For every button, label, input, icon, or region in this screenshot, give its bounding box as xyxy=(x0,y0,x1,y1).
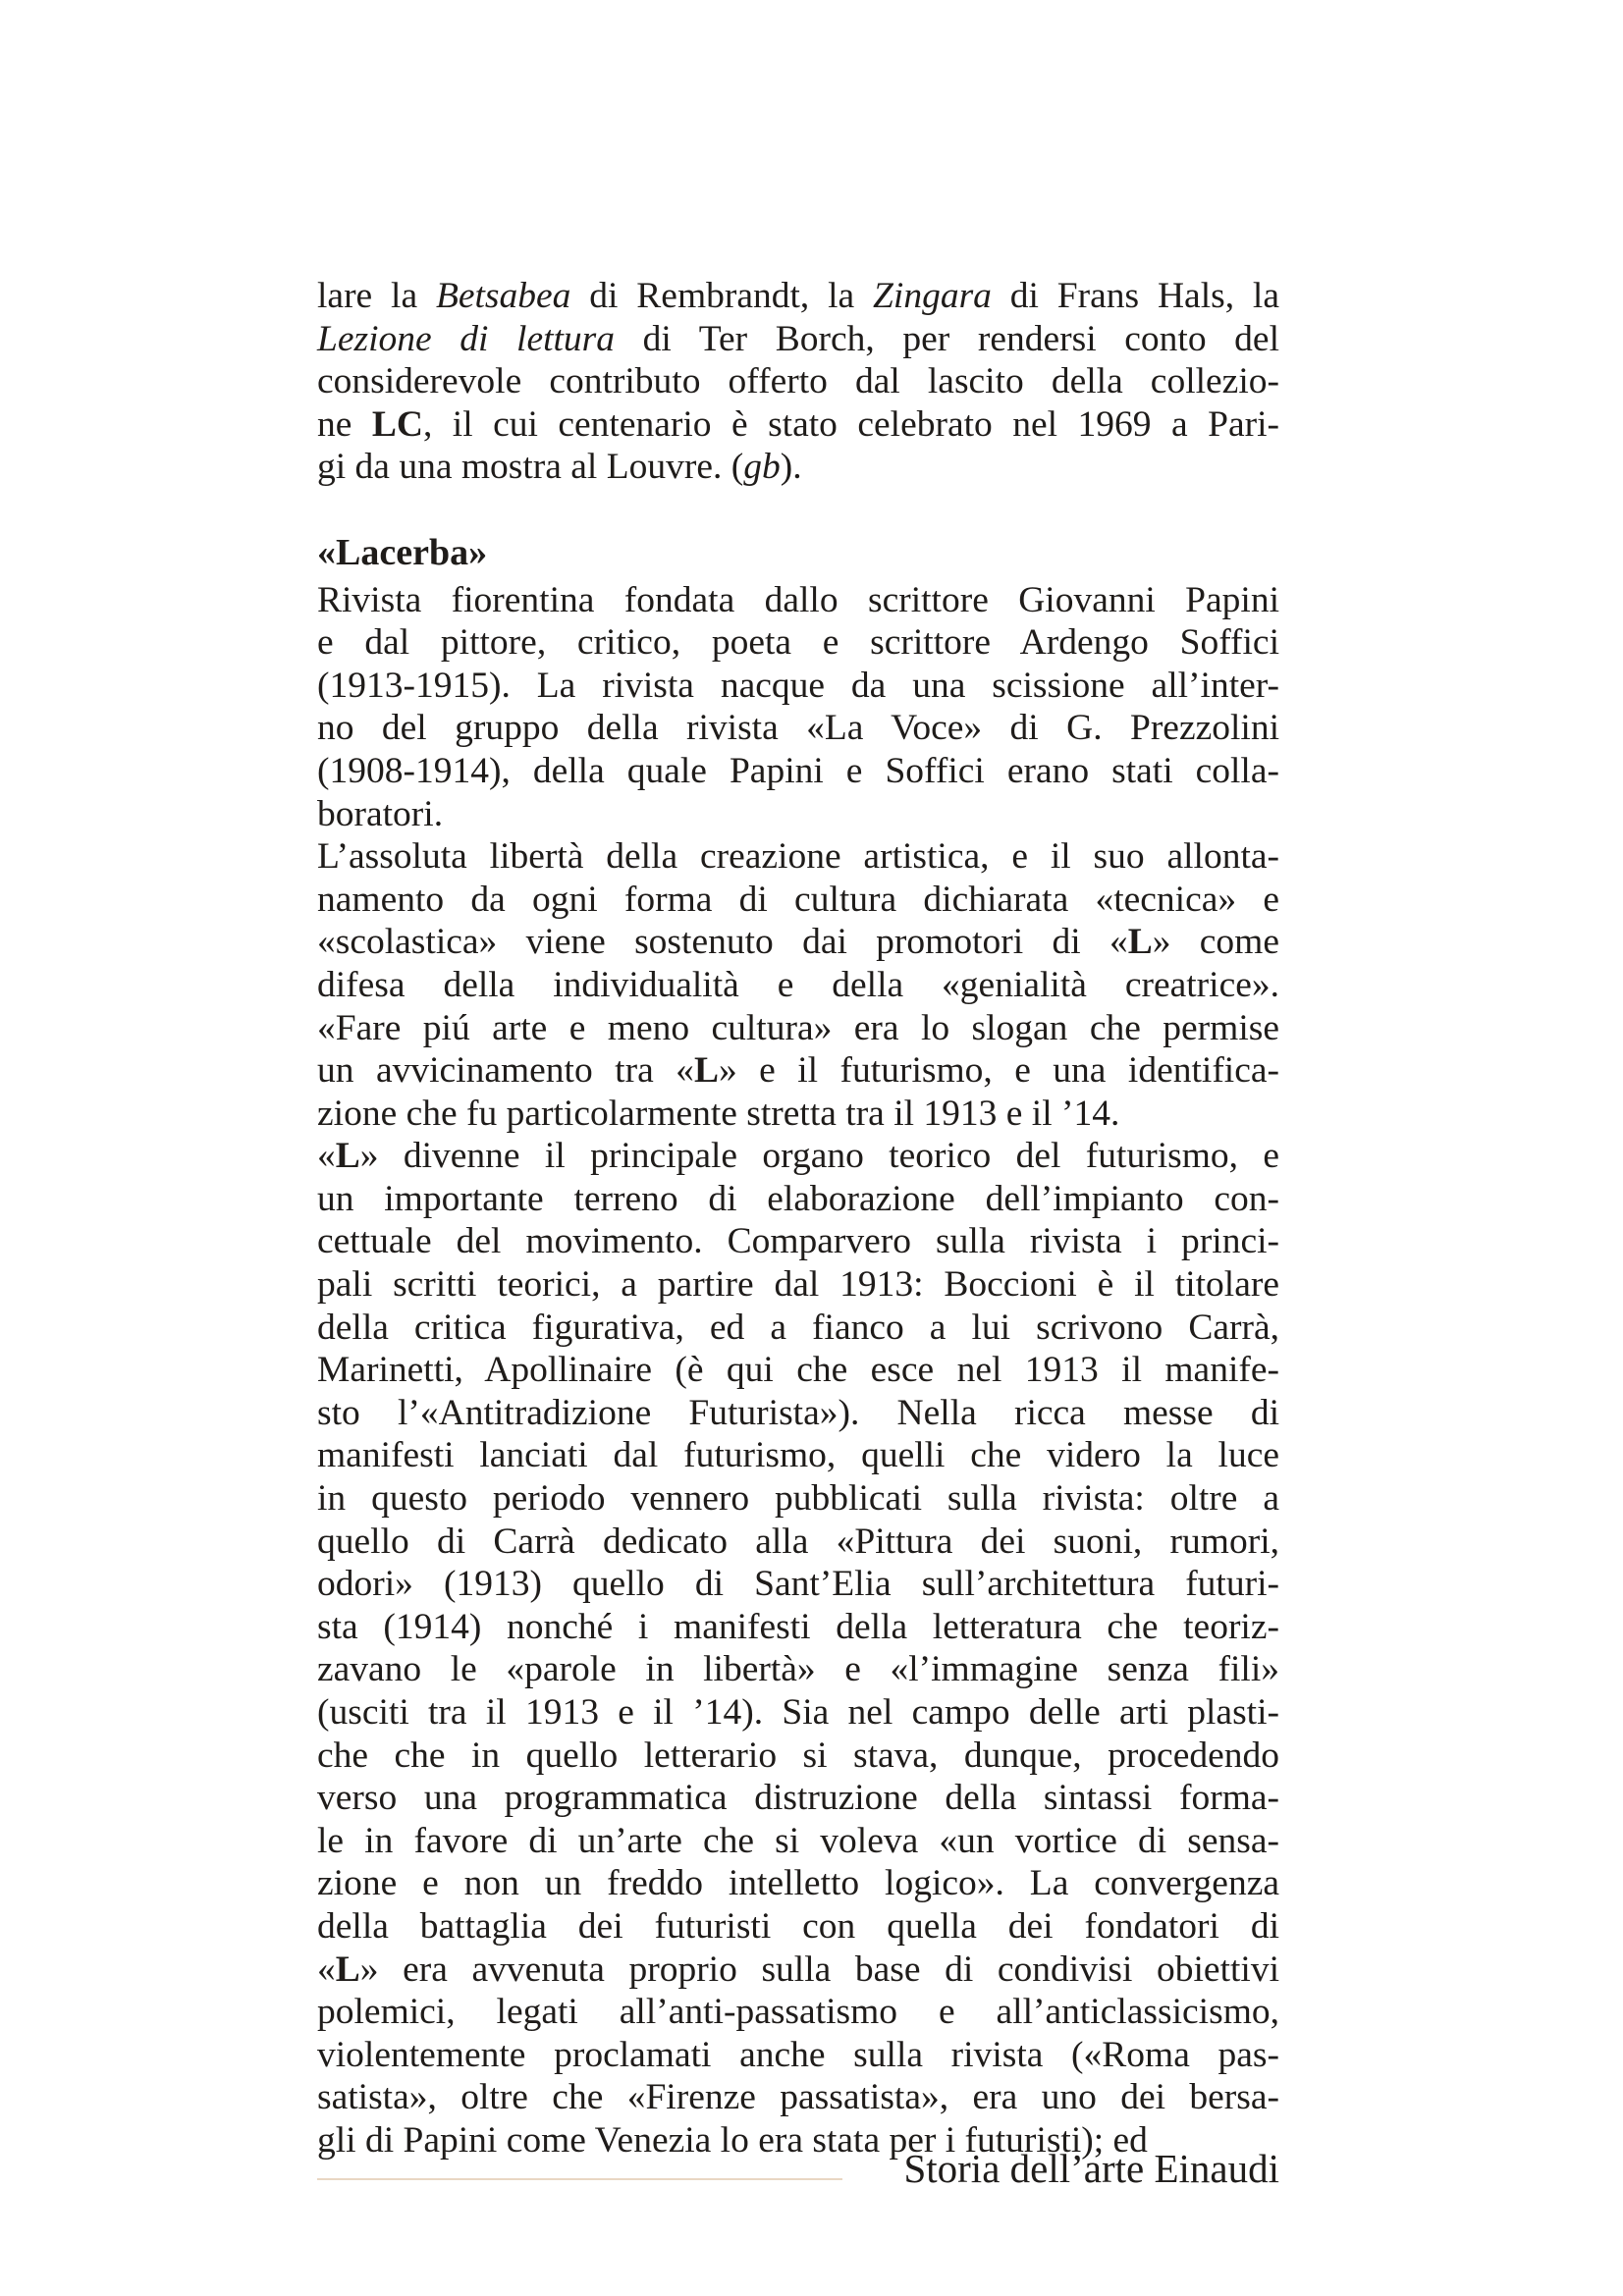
text-run: di Ter Borch, per rendersi conto del xyxy=(615,318,1279,359)
text-run: difesa della individualità e della «genialità creatrice». xyxy=(317,964,1279,1005)
text-line xyxy=(317,403,1279,447)
text-line xyxy=(317,1606,1279,1649)
text-line xyxy=(317,1820,1279,1863)
text-line xyxy=(317,1093,1279,1136)
text-line xyxy=(317,1263,1279,1307)
text-line xyxy=(317,1949,1279,1992)
text-run: di Frans Hals, la xyxy=(991,276,1279,316)
text-run: odori» (1913) quello di Sant’Elia sull’architettura futuri- xyxy=(317,1564,1279,1605)
text-line xyxy=(317,1220,1279,1263)
text-run: e dal pittore, critico, poeta e scrittore Ardengo Soffici xyxy=(317,622,1279,664)
text-line xyxy=(317,318,1279,361)
text-line xyxy=(317,1349,1279,1392)
text-run: in questo periodo vennero pubblicati sulla rivista: oltre a xyxy=(317,1478,1279,1520)
text-line xyxy=(317,621,1279,665)
text-line xyxy=(317,360,1279,403)
text-line xyxy=(317,1563,1279,1606)
text-run: gi da una mostra al Louvre. ( xyxy=(317,447,744,488)
text-run: considerevole contributo offerto dal lascito della collezio- xyxy=(317,361,1279,402)
text-run: cettuale del movimento. Comparvero sulla rivista i princi- xyxy=(317,1221,1279,1262)
text-line xyxy=(317,835,1279,879)
text-run: Rivista fiorentina fondata dallo scrittore Giovanni Papini xyxy=(317,579,1279,620)
footer-title: Storia dell’arte Einaudi xyxy=(903,2146,1279,2191)
text-run: no del gruppo della rivista «La Voce» di G. Prezzolini xyxy=(317,708,1279,749)
text-run: di Rembrandt, la xyxy=(570,276,874,316)
text-run: (1908-1914), della quale Papini e Soffici erano stati colla- xyxy=(317,750,1279,791)
text-line xyxy=(317,2034,1279,2077)
text-run: » era avvenuta proprio sulla base di condivisi obiettivi xyxy=(359,1949,1279,1990)
text-line xyxy=(317,1392,1279,1435)
text-line xyxy=(317,1178,1279,1221)
text-run: » come xyxy=(1152,922,1279,963)
italic-title: gb xyxy=(743,447,781,488)
text-line xyxy=(317,1477,1279,1521)
entry-heading: «Lacerba» xyxy=(317,531,488,573)
text-run: le in favore di un’arte che si voleva «un vortice di sensa- xyxy=(317,1820,1279,1861)
text-run: Marinetti, Apollinaire (è qui che esce nel 1913 il manife- xyxy=(317,1350,1279,1391)
text-run: pali scritti teorici, a partire dal 1913: Boccioni è il titolare xyxy=(317,1264,1279,1306)
text-run: » e il futurismo, e una identifica- xyxy=(718,1050,1279,1092)
intro-paragraph xyxy=(317,275,1279,489)
text-run: manifesti lanciati dal futurismo, quelli che videro la luce xyxy=(317,1435,1279,1476)
entry-body xyxy=(317,579,1279,2163)
text-run: ne xyxy=(317,403,372,445)
text-run: zione che fu particolarmente stretta tra il 1913 e il ’14. xyxy=(317,1093,1120,1134)
text-line xyxy=(317,1135,1279,1178)
text-line xyxy=(317,1735,1279,1778)
italic-title: Betsabea xyxy=(435,276,571,316)
text-line xyxy=(317,964,1279,1007)
text-run: zione e non un freddo intelletto logico». La convergenza xyxy=(317,1863,1279,1904)
bold-abbreviation: L xyxy=(1127,922,1153,963)
text-line xyxy=(317,1434,1279,1477)
text-run: della battaglia dei futuristi con quella dei fondatori di xyxy=(317,1905,1279,1947)
text-line xyxy=(317,1648,1279,1691)
text-line xyxy=(317,2076,1279,2119)
text-run: quello di Carrà dedicato alla «Pittura dei suoni, rumori, xyxy=(317,1521,1279,1562)
text-line xyxy=(317,750,1279,793)
text-run: un avvicinamento tra « xyxy=(317,1050,694,1092)
text-line xyxy=(317,707,1279,750)
text-line xyxy=(317,446,1279,489)
text-run: polemici, legati all’anti-passatismo e all’anticlassicismo, xyxy=(317,1992,1279,2033)
text-run: che che in quello letterario si stava, dunque, procedendo xyxy=(317,1735,1279,1776)
text-line xyxy=(317,275,1279,318)
bold-abbreviation: L xyxy=(693,1050,719,1092)
text-line xyxy=(317,793,1279,836)
italic-title: Zingara xyxy=(873,276,992,316)
footer-rule xyxy=(317,2178,842,2180)
text-run: «Fare piú arte e meno cultura» era lo slogan che permise xyxy=(317,1007,1279,1048)
text-line xyxy=(317,1905,1279,1949)
text-line xyxy=(317,921,1279,964)
text-line xyxy=(317,1691,1279,1735)
text-line xyxy=(317,1521,1279,1564)
text-run: ). xyxy=(780,447,802,488)
page-footer xyxy=(317,2145,1279,2204)
text-run: sta (1914) nonché i manifesti della letteratura che teoriz- xyxy=(317,1606,1279,1647)
text-run: sto l’«Antitradizione Futurista»). Nella ricca messe di xyxy=(317,1392,1279,1433)
text-run: » divenne il principale organo teorico del futurismo, e xyxy=(359,1136,1279,1177)
text-run: , il cui centenario è stato celebrato nel 1969 a Pari- xyxy=(422,403,1279,445)
text-run: verso una programmatica distruzione della sintassi forma- xyxy=(317,1778,1279,1819)
text-run: boratori. xyxy=(317,793,444,834)
text-run: «scolastica» viene sostenuto dai promotori di « xyxy=(317,922,1128,963)
text-line xyxy=(317,579,1279,622)
text-run: un importante terreno di elaborazione dell’impianto con- xyxy=(317,1178,1279,1219)
text-line xyxy=(317,1777,1279,1820)
text-run: « xyxy=(317,1136,336,1177)
text-line xyxy=(317,1991,1279,2034)
text-run: L’assoluta libertà della creazione artistica, e il suo allonta- xyxy=(317,836,1279,878)
italic-title: Lezione di lettura xyxy=(317,318,616,359)
text-line xyxy=(317,1007,1279,1050)
text-line xyxy=(317,1862,1279,1905)
bold-abbreviation: LC xyxy=(371,403,423,445)
text-block xyxy=(317,275,1279,2163)
text-run: (usciti tra il 1913 e il ’14). Sia nel campo delle arti plasti- xyxy=(317,1692,1279,1733)
text-run: della critica figurativa, ed a fianco a lui scrivono Carrà, xyxy=(317,1307,1279,1348)
text-line xyxy=(317,665,1279,708)
text-run: satista», oltre che «Firenze passatista», era uno dei bersa- xyxy=(317,2077,1279,2118)
text-line xyxy=(317,879,1279,922)
text-run: (1913-1915). La rivista nacque da una scissione all’inter- xyxy=(317,665,1279,706)
text-run: zavano le «parole in libertà» e «l’immagine senza fili» xyxy=(317,1649,1279,1690)
text-line xyxy=(317,1049,1279,1093)
text-run: namento da ogni forma di cultura dichiarata «tecnica» e xyxy=(317,879,1279,920)
bold-abbreviation: L xyxy=(335,1949,360,1990)
bold-abbreviation: L xyxy=(335,1136,360,1177)
text-run: « xyxy=(317,1949,336,1990)
text-line xyxy=(317,1307,1279,1350)
text-run: violentemente proclamati anche sulla rivista («Roma pas- xyxy=(317,2034,1279,2075)
text-run: lare la xyxy=(317,276,436,316)
text-run: gli di Papini come Venezia lo era stata per i futuristi); ed xyxy=(317,2119,1148,2161)
